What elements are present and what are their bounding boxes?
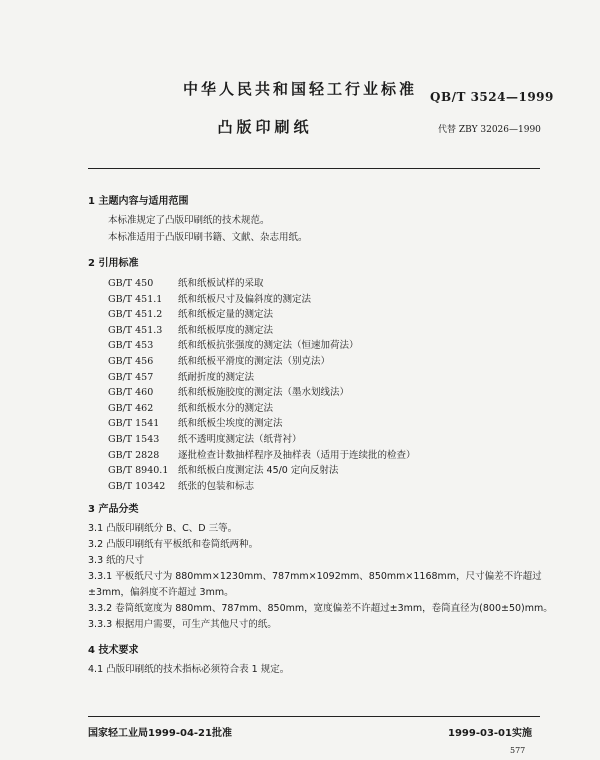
reference-title: 纸和纸板白度测定法 45/0 定向反射法 [178,465,339,477]
standard-number: QB/T 3524—1999 [430,90,554,104]
replaces-note: 代替 ZBY 32026—1990 [438,125,541,135]
clause-4-1: 4.1 凸版印刷纸的技术指标必须符合表 1 规定。 [88,664,290,675]
clause-3-3-2: 3.3.2 卷筒纸宽度为 880mm、787mm、850mm，宽度偏差不许超过±3mm，卷筒直径为(800±50)mm。 [88,603,553,614]
reference-title: 纸和纸板平滑度的测定法（别克法） [178,356,331,367]
clause-3-3-1-line-2: ±3mm，偏斜度不许超过 3mm。 [88,587,234,598]
section-1-para-2: 本标准适用于凸版印刷书籍、文献、杂志用纸。 [108,232,308,243]
reference-code: GB/T 1543 [108,434,160,445]
reference-item [108,369,254,383]
section-3-heading: 3 产品分类 [88,504,139,515]
reference-title: 纸和纸板尺寸及偏斜度的测定法 [178,293,312,305]
reference-title: 纸和纸板定量的测定法 [178,309,274,321]
reference-title: 纸和纸板尘埃度的测定法 [178,418,283,430]
clause-3-2: 3.2 凸版印刷纸有平板纸和卷筒纸两种。 [88,539,259,550]
reference-item [108,353,330,367]
section-2-heading: 2 引用标准 [88,258,139,269]
reference-code: GB/T 1541 [108,418,160,430]
section-4-heading: 4 技术要求 [88,645,139,656]
reference-code: GB/T 8940.1 [108,465,169,477]
reference-item [108,478,254,492]
document-title: 凸版印刷纸 [217,118,313,136]
effective-date: 1999-03-01实施 [448,728,532,739]
reference-code: GB/T 450 [108,278,154,289]
reference-item [108,322,273,336]
reference-code: GB/T 451.1 [108,293,163,305]
reference-item [108,415,283,429]
reference-code: GB/T 451.2 [108,309,163,321]
reference-title: 纸和纸板水分的测定法 [178,402,274,414]
reference-title: 纸张的包装和标志 [178,480,255,492]
header-rule [88,168,540,169]
reference-item [108,447,416,461]
reference-title: 纸耐折度的测定法 [178,371,255,383]
reference-item [108,400,273,414]
org-title: 中华人民共和国轻工行业标准 [182,80,417,98]
reference-title: 纸和纸板抗张强度的测定法（恒速加荷法） [178,340,359,352]
reference-item [108,462,338,476]
footer-rule [88,716,540,717]
reference-code: GB/T 456 [108,356,154,367]
reference-item [108,384,349,398]
reference-title: 纸和纸板试样的采取 [178,278,264,289]
reference-code: GB/T 2828 [108,449,160,461]
clause-3-3-1-line-1: 3.3.1 平板纸尺寸为 880mm×1230mm、787mm×1092mm、850mm×1168mm，尺寸偏差不许超过 [88,571,542,582]
reference-code: GB/T 457 [108,371,154,383]
clause-3-3: 3.3 纸的尺寸 [88,555,145,566]
reference-code: GB/T 453 [108,340,154,352]
section-1-para-1: 本标准规定了凸版印刷纸的技术规范。 [108,215,270,226]
reference-title: 逐批检查计数抽样程序及抽样表（适用于连续批的检查） [178,449,416,461]
reference-title: 纸不透明度测定法（纸背衬） [178,434,302,445]
clause-3-3-3: 3.3.3 根据用户需要，可生产其他尺寸的纸。 [88,619,277,630]
reference-title: 纸和纸板施胶度的测定法（墨水划线法） [178,387,350,399]
page-number: 577 [510,746,526,755]
reference-code: GB/T 10342 [108,480,166,492]
reference-item [108,275,264,289]
approval-line: 国家轻工业局1999-04-21批准 [88,728,232,739]
reference-item [108,431,302,445]
reference-title: 纸和纸板厚度的测定法 [178,324,274,336]
reference-item [108,337,359,351]
reference-code: GB/T 460 [108,387,154,399]
reference-code: GB/T 462 [108,402,154,414]
reference-item [108,291,311,305]
reference-code: GB/T 451.3 [108,324,163,336]
clause-3-1: 3.1 凸版印刷纸分 B、C、D 三等。 [88,523,238,534]
section-1-heading: 1 主题内容与适用范围 [88,196,189,207]
reference-item [108,306,273,320]
